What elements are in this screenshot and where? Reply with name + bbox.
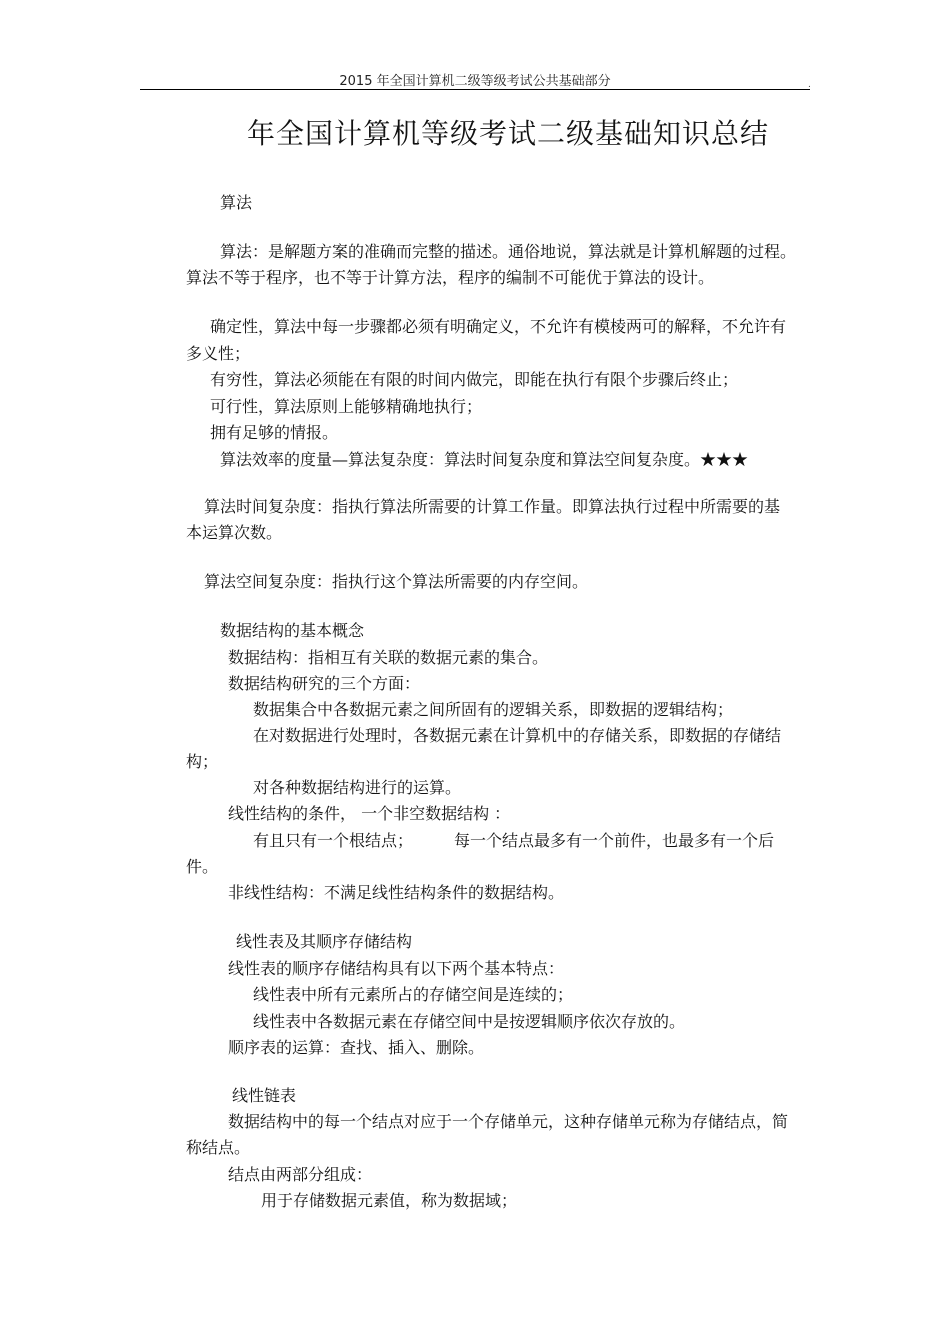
paragraph-line: 顺序表的运算：查找、插入、删除。 xyxy=(228,1038,485,1057)
paragraph-line: 数据结构研究的三个方面： xyxy=(228,674,421,693)
page-title: 年全国计算机等级考试二级基础知识总结 xyxy=(246,117,769,150)
paragraph-line: 用于存储数据元素值，称为数据域； xyxy=(261,1191,518,1210)
paragraph-line: 每一个结点最多有一个前件，也最多有一个后 xyxy=(454,831,775,850)
paragraph-line: 可行性，算法原则上能够精确地执行； xyxy=(210,397,483,416)
header-rule xyxy=(140,89,810,90)
paragraph-line: 多义性； xyxy=(186,344,251,363)
paragraph-line: 线性结构的条件， 一个非空数据结构 ： xyxy=(228,804,511,823)
paragraph-line: 有穷性，算法必须能在有限的时间内做完，即能在执行有限个步骤后终止； xyxy=(210,370,739,389)
running-header: 2015 年全国计算机二级等级考试公共基础部分 xyxy=(339,74,611,89)
paragraph-line: 算法不等于程序，也不等于计算方法，程序的编制不可能优于算法的设计。 xyxy=(186,268,715,287)
header-mark: . xyxy=(808,80,811,90)
paragraph-line: 算法效率的度量—算法复杂度：算法时间复杂度和算法空间复杂度。★★★ xyxy=(220,450,749,469)
paragraph-line: 数据集合中各数据元素之间所固有的逻辑关系，即数据的逻辑结构； xyxy=(253,700,734,719)
paragraph-line: 非线性结构：不满足线性结构条件的数据结构。 xyxy=(228,883,565,902)
paragraph-line: 在对数据进行处理时，各数据元素在计算机中的存储关系，即数据的存储结 xyxy=(253,726,782,745)
paragraph-line: 线性表的顺序存储结构具有以下两个基本特点： xyxy=(228,959,565,978)
paragraph-line: 线性表中所有元素所占的存储空间是连续的； xyxy=(253,985,574,1004)
paragraph-line: 算法：是解题方案的准确而完整的描述。通俗地说，算法就是计算机解题的过程。 xyxy=(220,242,797,261)
paragraph-line: 对各种数据结构进行的运算。 xyxy=(253,778,462,797)
paragraph-line: 有且只有一个根结点； xyxy=(253,831,414,850)
paragraph-line: 本运算次数。 xyxy=(186,523,283,542)
paragraph-line: 算法时间复杂度：指执行算法所需要的计算工作量。即算法执行过程中所需要的基 xyxy=(204,497,781,516)
paragraph-line: 结点由两部分组成： xyxy=(228,1165,373,1184)
section-heading-data-structure: 数据结构的基本概念 xyxy=(220,621,365,640)
paragraph-line: 数据结构中的每一个结点对应于一个存储单元，这种存储单元称为存储结点，简 xyxy=(228,1112,789,1131)
paragraph-line: 确定性，算法中每一步骤都必须有明确定义，不允许有模棱两可的解释，不允许有 xyxy=(210,317,787,336)
paragraph-line: 称结点。 xyxy=(186,1138,251,1157)
section-heading-linked-list: 线性链表 xyxy=(232,1086,297,1105)
section-heading-linear-list: 线性表及其顺序存储结构 xyxy=(236,932,413,951)
paragraph-line: 件。 xyxy=(186,857,219,876)
paragraph-line: 算法空间复杂度：指执行这个算法所需要的内存空间。 xyxy=(204,572,589,591)
paragraph-line: 线性表中各数据元素在存储空间中是按逻辑顺序依次存放的。 xyxy=(253,1012,686,1031)
paragraph-line: 数据结构：指相互有关联的数据元素的集合。 xyxy=(228,648,549,667)
paragraph-line: 拥有足够的情报。 xyxy=(210,423,339,442)
paragraph-line: 构； xyxy=(186,752,219,771)
section-heading-algorithm: 算法 xyxy=(220,193,253,212)
